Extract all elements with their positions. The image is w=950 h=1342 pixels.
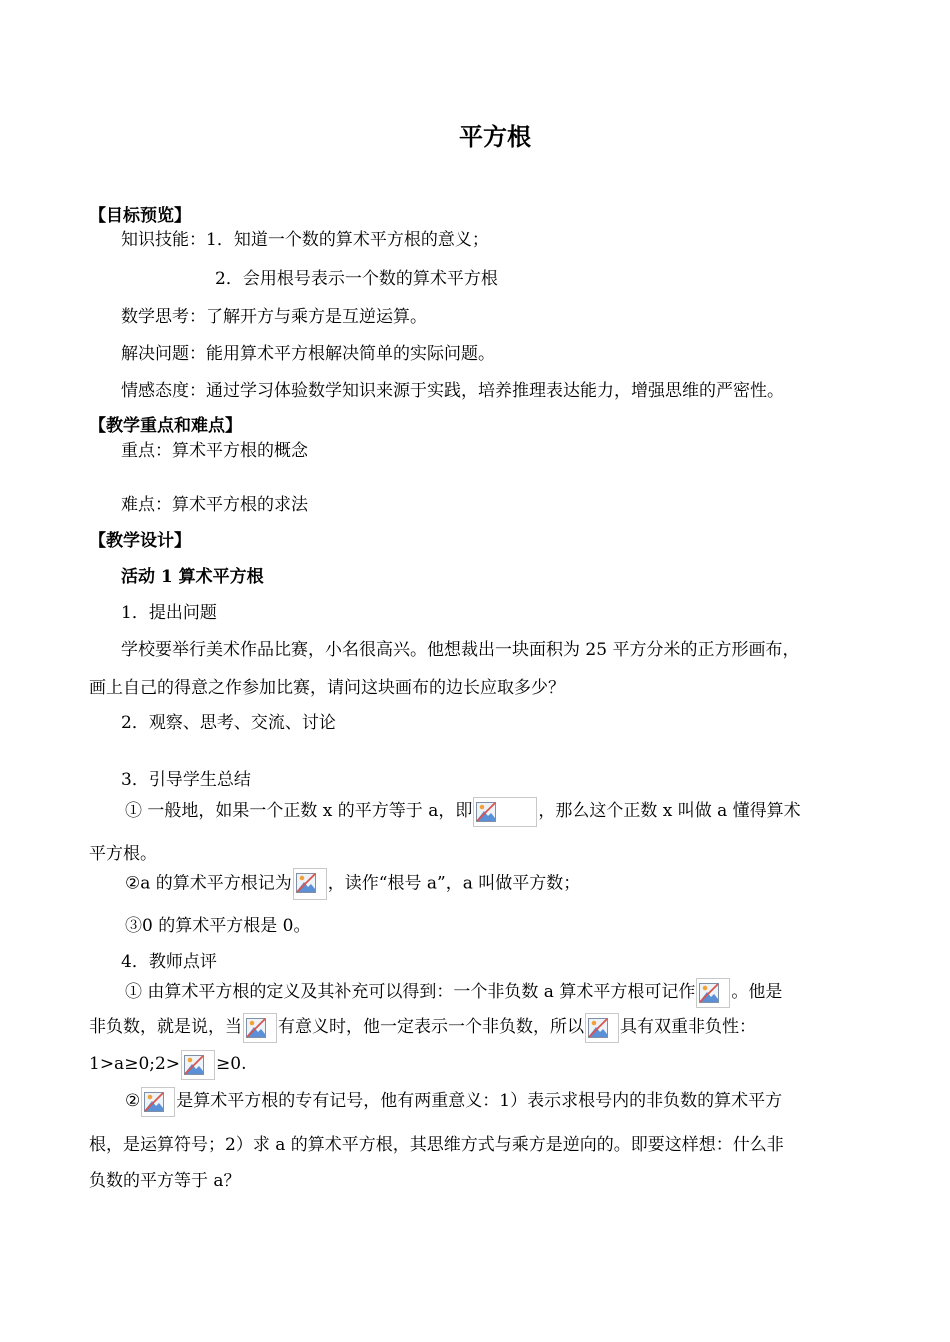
summary-1-text-b: ，那么这个正数 x 叫做 a 懂得算术 <box>538 801 801 821</box>
commentary-1-text-e: 具有双重非负性： <box>620 1017 756 1037</box>
broken-image-icon <box>184 1055 204 1075</box>
summary-1-text-c: 平方根。 <box>89 844 157 864</box>
step-1: 1．提出问题 <box>121 603 217 623</box>
summary-1-text-a: ① 一般地，如果一个正数 x 的平方等于 a，即 <box>125 801 473 821</box>
goal-knowledge-1: 知识技能：1．知道一个数的算术平方根的意义； <box>121 230 489 250</box>
commentary-2-line-1 <box>125 1086 782 1117</box>
broken-image-icon <box>246 1018 266 1038</box>
commentary-2-text-b: 是算术平方根的专有记号，他有两重意义：1）表示求根号内的非负数的算术平方 <box>176 1091 783 1111</box>
step-4: 4．教师点评 <box>121 952 217 972</box>
keypoint-focus: 重点：算术平方根的概念 <box>121 441 308 461</box>
commentary-2-text-a: ② <box>125 1091 141 1111</box>
formula-image <box>473 797 537 827</box>
commentary-1-text-c: 非负数，就是说，当 <box>89 1017 242 1037</box>
summary-2-text-a: ②a 的算术平方根记为 <box>125 873 292 894</box>
formula-image <box>585 1013 619 1043</box>
formula-image <box>696 978 730 1008</box>
commentary-1-text-a: ① 由算术平方根的定义及其补充可以得到：一个非负数 a 算术平方根可记作 <box>125 982 696 1002</box>
goal-math-thinking: 数学思考：了解开方与乘方是互逆运算。 <box>121 307 427 327</box>
goal-attitude: 情感态度：通过学习体验数学知识来源于实践，培养推理表达能力，增强思维的严密性。 <box>121 381 784 401</box>
commentary-1-text-d: 有意义时，他一定表示一个非负数，所以 <box>278 1017 584 1037</box>
formula-image <box>181 1050 215 1080</box>
page-title: 平方根 <box>459 122 531 151</box>
section-heading-keypoints: 【教学重点和难点】 <box>89 416 242 436</box>
commentary-1-line-2 <box>89 1012 756 1043</box>
activity-heading: 活动 1 算术平方根 <box>121 567 264 587</box>
broken-image-icon <box>144 1092 164 1112</box>
formula-image <box>243 1013 277 1043</box>
broken-image-icon <box>588 1018 608 1038</box>
formula-image <box>141 1087 175 1117</box>
commentary-1-text-b: 。他是 <box>731 982 783 1002</box>
summary-3: ③0 的算术平方根是 0。 <box>125 916 311 936</box>
step-3: 3．引导学生总结 <box>121 770 251 790</box>
commentary-1-line-1 <box>125 977 782 1008</box>
section-heading-design: 【教学设计】 <box>89 531 191 551</box>
commentary-1-text-f: 1>a≥0;2> <box>89 1054 181 1074</box>
commentary-1-text-g: ≥0. <box>216 1054 247 1074</box>
formula-image <box>293 868 327 900</box>
goal-problem-solving: 解决问题：能用算术平方根解决简单的实际问题。 <box>121 344 495 364</box>
goal-knowledge-2: 2．会用根号表示一个数的算术平方根 <box>215 269 498 289</box>
summary-2-text-b: ，读作“根号 a”，a 叫做平方数； <box>327 873 581 894</box>
step-2: 2．观察、思考、交流、讨论 <box>121 713 336 733</box>
commentary-2-line-2: 根，是运算符号；2）求 a 的算术平方根，其思维方式与乘方是逆向的。即要这样想：什么非 <box>89 1135 784 1155</box>
section-heading-goals: 【目标预览】 <box>89 206 191 226</box>
broken-image-icon <box>699 983 719 1003</box>
problem-line-1: 学校要举行美术作品比赛，小名很高兴。他想裁出一块面积为 25 平方分米的正方形画布， <box>121 640 800 660</box>
commentary-1-line-3 <box>89 1049 247 1080</box>
keypoint-difficulty: 难点：算术平方根的求法 <box>121 495 308 515</box>
broken-image-icon <box>296 873 316 893</box>
commentary-2-line-3: 负数的平方等于 a？ <box>89 1171 241 1191</box>
problem-line-2: 画上自己的得意之作参加比赛，请问这块画布的边长应取多少？ <box>89 678 565 698</box>
broken-image-icon <box>476 802 496 822</box>
summary-1-line <box>125 796 801 827</box>
summary-2-line <box>125 868 580 900</box>
